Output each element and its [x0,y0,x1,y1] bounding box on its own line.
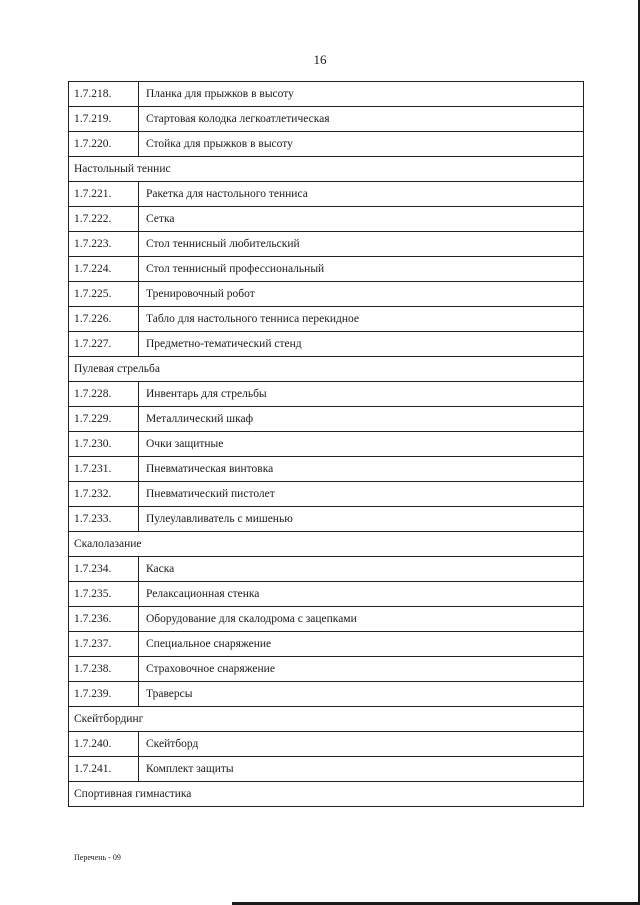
section-header-row [69,782,584,807]
item-name: Стойка для прыжков в высоту [139,132,584,157]
section-header-row [69,532,584,557]
item-name: Металлический шкаф [139,407,584,432]
section-header-row [69,707,584,732]
table-row [69,757,584,782]
item-code: 1.7.228. [69,382,139,407]
item-code: 1.7.231. [69,457,139,482]
item-name: Предметно-тематический стенд [139,332,584,357]
section-header-row [69,157,584,182]
table-row [69,182,584,207]
item-name: Оборудование для скалодрома с зацепками [139,607,584,632]
item-code: 1.7.237. [69,632,139,657]
table-row [69,507,584,532]
table-row [69,332,584,357]
table-row [69,382,584,407]
table-row [69,632,584,657]
item-name: Специальное снаряжение [139,632,584,657]
table-row [69,82,584,107]
item-code: 1.7.221. [69,182,139,207]
item-code: 1.7.227. [69,332,139,357]
item-code: 1.7.220. [69,132,139,157]
item-name: Страховочное снаряжение [139,657,584,682]
table-row [69,657,584,682]
table-row [69,732,584,757]
item-name: Очки защитные [139,432,584,457]
section-title: Пулевая стрельба [69,357,584,382]
table-row [69,432,584,457]
table-row [69,682,584,707]
equipment-table-body [69,82,584,807]
section-header-row [69,357,584,382]
section-title: Скейтбординг [69,707,584,732]
item-code: 1.7.230. [69,432,139,457]
item-name: Скейтборд [139,732,584,757]
item-name: Сетка [139,207,584,232]
table-row [69,557,584,582]
item-code: 1.7.240. [69,732,139,757]
item-code: 1.7.235. [69,582,139,607]
table-row [69,282,584,307]
item-code: 1.7.234. [69,557,139,582]
item-code: 1.7.225. [69,282,139,307]
table-row [69,582,584,607]
footer-document-code: Перечень - 09 [74,853,121,862]
item-code: 1.7.223. [69,232,139,257]
item-code: 1.7.218. [69,82,139,107]
item-code: 1.7.236. [69,607,139,632]
item-name: Табло для настольного тенниса перекидное [139,307,584,332]
item-code: 1.7.226. [69,307,139,332]
section-title: Настольный теннис [69,157,584,182]
table-row [69,457,584,482]
item-code: 1.7.224. [69,257,139,282]
item-name: Стол теннисный любительский [139,232,584,257]
table-row [69,307,584,332]
item-name: Планка для прыжков в высоту [139,82,584,107]
table-row [69,107,584,132]
item-code: 1.7.232. [69,482,139,507]
equipment-table [68,81,584,807]
item-code: 1.7.241. [69,757,139,782]
item-name: Траверсы [139,682,584,707]
table-row [69,607,584,632]
table-row [69,407,584,432]
item-code: 1.7.233. [69,507,139,532]
item-code: 1.7.238. [69,657,139,682]
item-code: 1.7.222. [69,207,139,232]
table-row [69,482,584,507]
item-name: Релаксационная стенка [139,582,584,607]
item-name: Ракетка для настольного тенниса [139,182,584,207]
item-name: Тренировочный робот [139,282,584,307]
table-row [69,207,584,232]
item-code: 1.7.239. [69,682,139,707]
table-row [69,257,584,282]
item-code: 1.7.219. [69,107,139,132]
table-row [69,232,584,257]
section-title: Спортивная гимнастика [69,782,584,807]
item-name: Комплект защиты [139,757,584,782]
item-name: Пневматический пистолет [139,482,584,507]
item-name: Стол теннисный профессиональный [139,257,584,282]
section-title: Скалолазание [69,532,584,557]
item-name: Каска [139,557,584,582]
item-code: 1.7.229. [69,407,139,432]
item-name: Пулеулавливатель с мишенью [139,507,584,532]
item-name: Стартовая колодка легкоатлетическая [139,107,584,132]
table-row [69,132,584,157]
item-name: Пневматическая винтовка [139,457,584,482]
item-name: Инвентарь для стрельбы [139,382,584,407]
page-number: 16 [313,52,327,67]
